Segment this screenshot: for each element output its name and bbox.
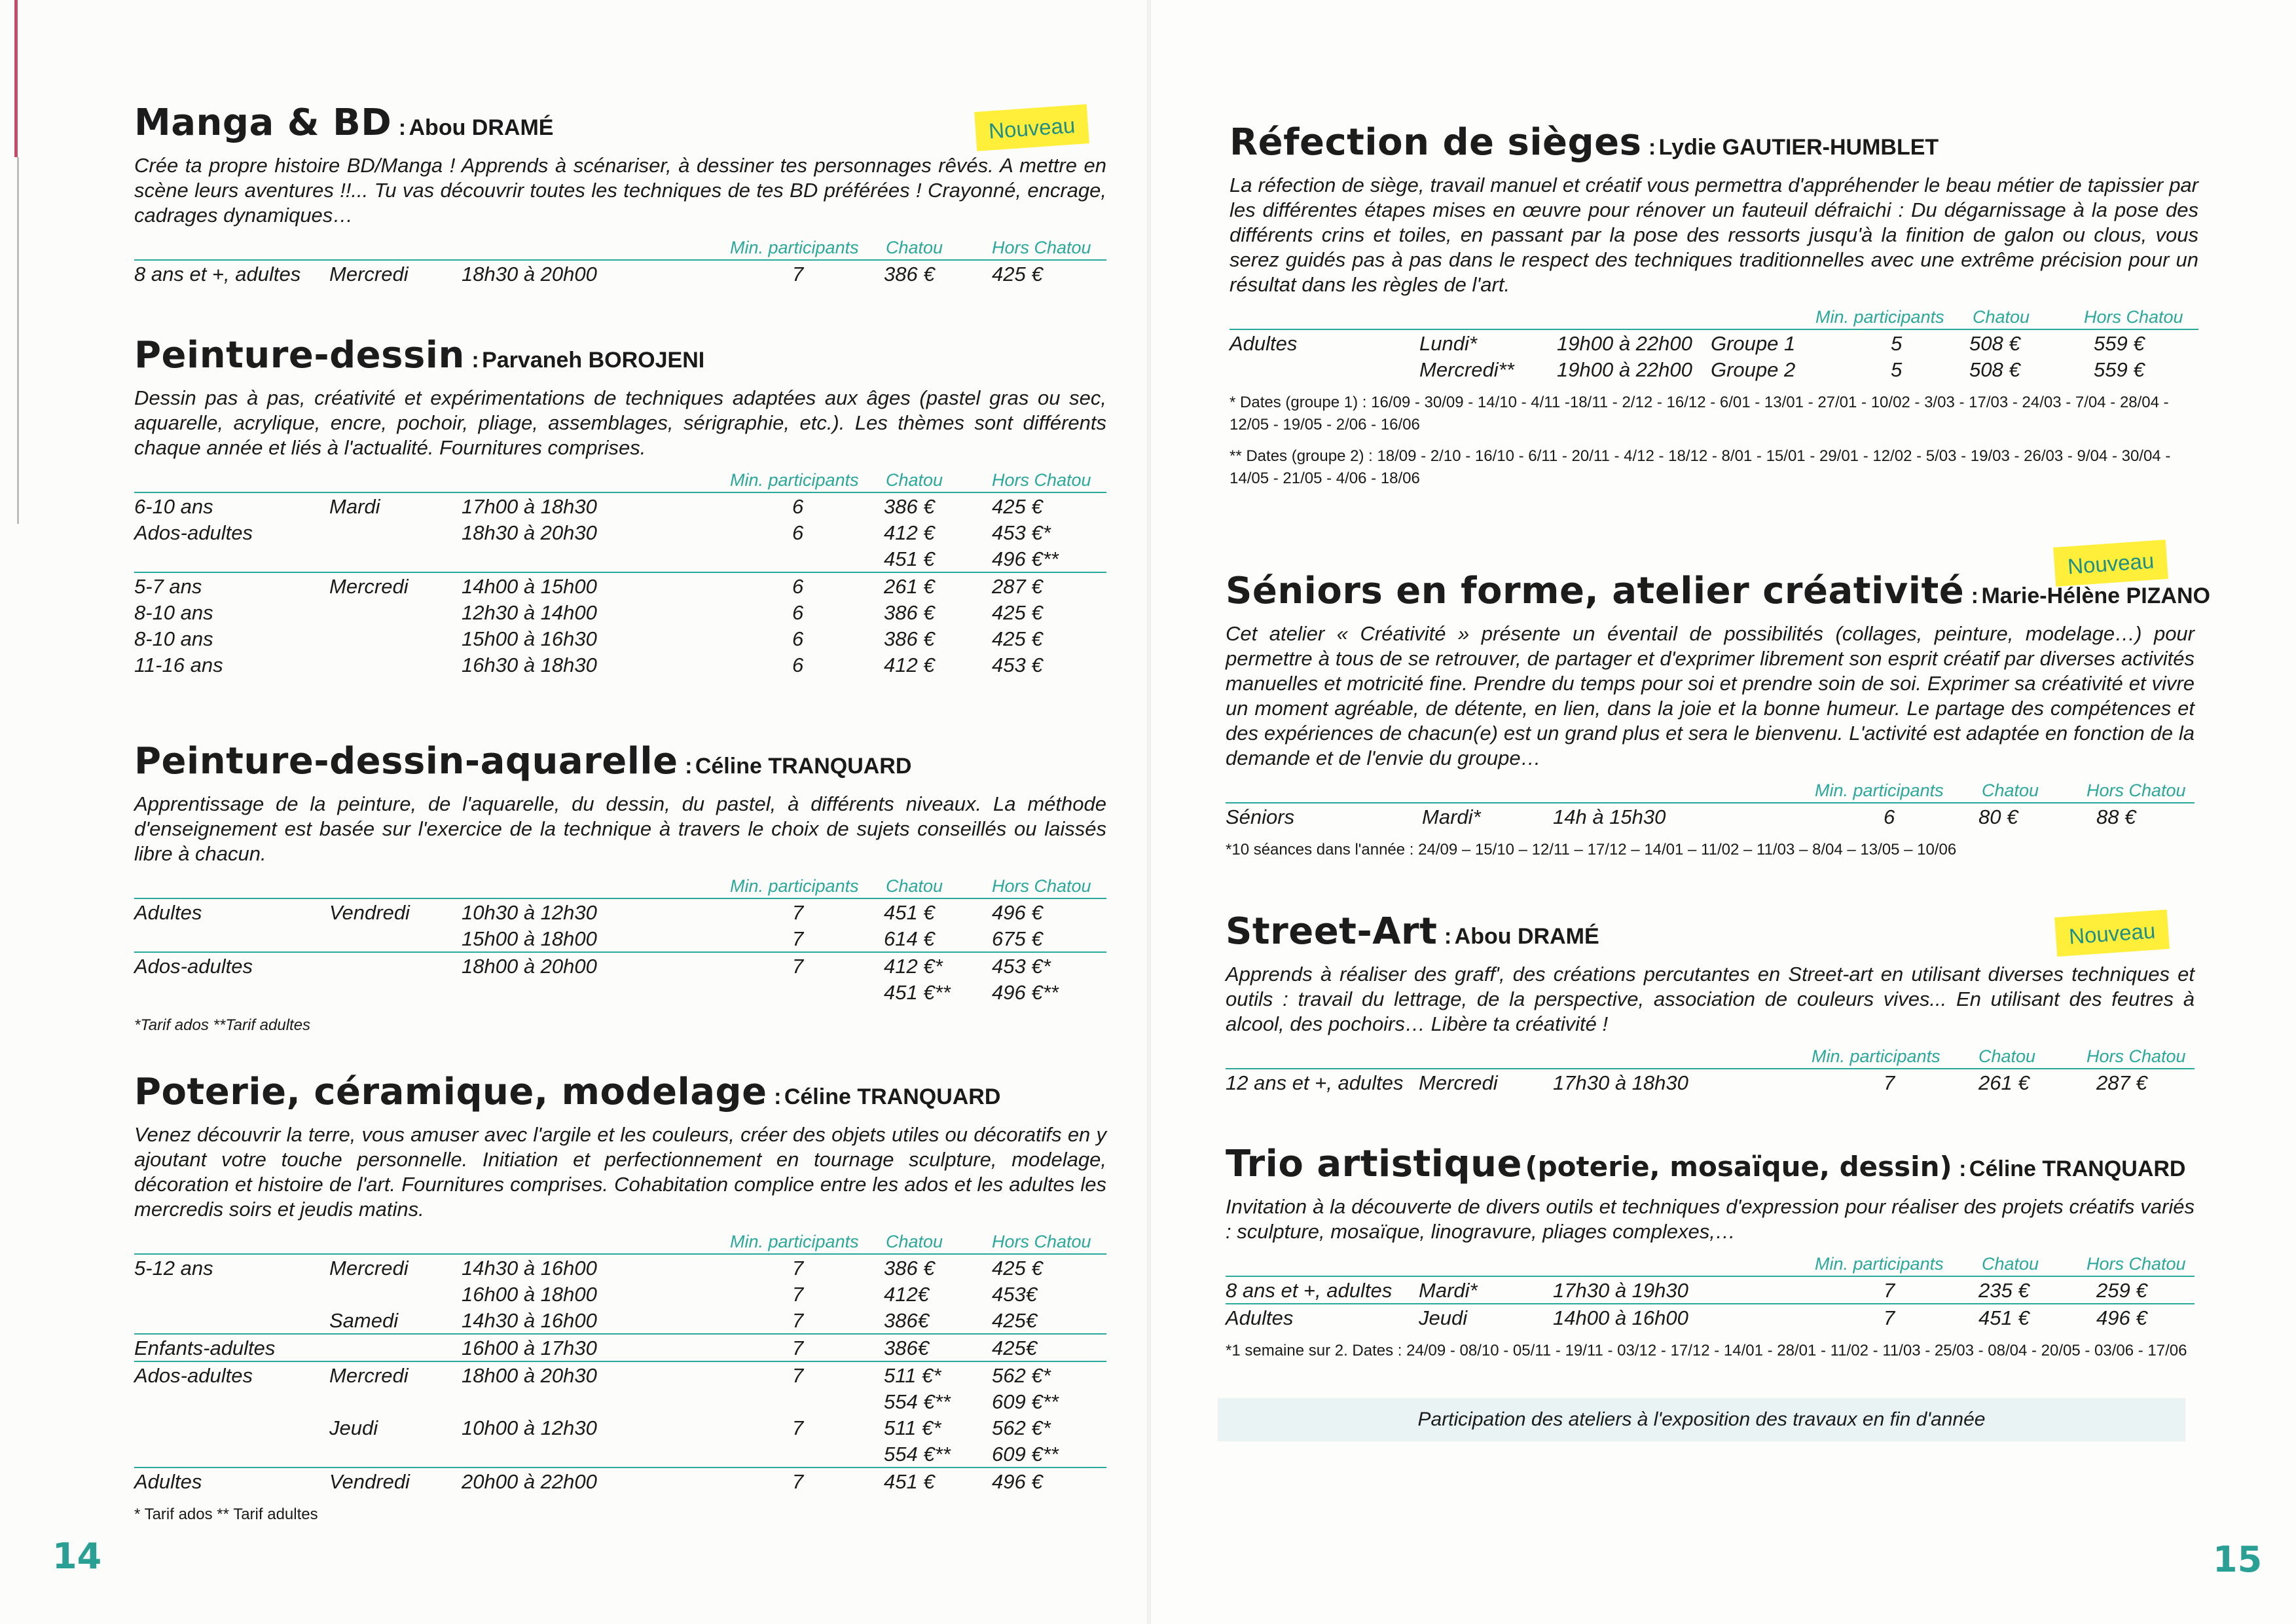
table-row bbox=[134, 951, 1106, 979]
schedule-header bbox=[134, 874, 1106, 899]
cell-time: 16h00 à 18h00 bbox=[462, 1283, 597, 1306]
cell-hors: 453 €* bbox=[992, 521, 1051, 544]
cell-day: Mardi* bbox=[1422, 805, 1481, 828]
cell-min: 6 bbox=[792, 601, 804, 624]
cell-hors: 559 € bbox=[2094, 358, 2145, 381]
nouveau-badge: Nouveau bbox=[974, 104, 1089, 151]
teacher-name: Marie-Hélène PIZANO bbox=[1981, 583, 2210, 608]
cell-group: Groupe 1 bbox=[1711, 332, 1796, 355]
schedule-table bbox=[1230, 305, 2198, 382]
section-manga bbox=[134, 101, 1106, 287]
cell-chatou: 554 €** bbox=[884, 1443, 951, 1466]
header-min: Min. participants bbox=[730, 470, 859, 490]
cell-day: Mercredi bbox=[329, 1257, 409, 1280]
cell-chatou: 451 € bbox=[1978, 1306, 2030, 1329]
cell-age: 11-16 ans bbox=[134, 654, 223, 676]
header-hors: Hors Chatou bbox=[2086, 1046, 2186, 1066]
cell-time: 15h00 à 16h30 bbox=[462, 627, 597, 650]
cell-day: Mercredi bbox=[329, 575, 409, 598]
course-description: Apprentissage de la peinture, de l'aquarelle, du dessin, du pastel, à différents niveaux. La méthode d'enseignement est basée sur l'exercice de la technique à travers le choix de sujets conseillés ou laissés libre à chacun. bbox=[134, 792, 1106, 865]
header-chatou: Chatou bbox=[1982, 1254, 2039, 1274]
cell-day: Vendredi bbox=[329, 1470, 410, 1493]
cell-time: 17h30 à 18h30 bbox=[1553, 1071, 1688, 1094]
cell-hors: 425€ bbox=[992, 1309, 1037, 1332]
course-subtitle: (poterie, mosaïque, dessin) bbox=[1525, 1151, 1952, 1183]
cell-chatou: 511 €* bbox=[884, 1416, 941, 1439]
cell-time: 16h00 à 17h30 bbox=[462, 1337, 597, 1359]
cell-age: Adultes bbox=[134, 1470, 202, 1493]
section-title bbox=[1226, 910, 2195, 953]
cell-chatou: 386€ bbox=[884, 1337, 929, 1359]
cell-chatou: 412 €* bbox=[884, 955, 943, 978]
table-row bbox=[134, 519, 1106, 545]
cell-day: Mercredi bbox=[329, 1364, 409, 1387]
table-row bbox=[134, 652, 1106, 678]
title-separator: : bbox=[1971, 583, 1978, 608]
teacher-name: Céline TRANQUARD bbox=[784, 1084, 1001, 1109]
cell-hors: 453€ bbox=[992, 1283, 1037, 1306]
page-edge-mark bbox=[14, 0, 18, 157]
title-separator: : bbox=[774, 1084, 782, 1109]
teacher-name: Abou DRAMÉ bbox=[409, 115, 554, 140]
header-chatou: Chatou bbox=[886, 470, 943, 490]
table-row bbox=[134, 925, 1106, 951]
cell-min: 7 bbox=[792, 1257, 804, 1280]
table-row bbox=[134, 1333, 1106, 1361]
schedule-table bbox=[1226, 1252, 2195, 1331]
cell-day: Samedi bbox=[329, 1309, 399, 1332]
cell-age: Adultes bbox=[1230, 332, 1298, 355]
cell-min: 7 bbox=[792, 1416, 804, 1439]
teacher-name: Lydie GAUTIER-HUMBLET bbox=[1658, 135, 1939, 160]
cell-time: 20h00 à 22h00 bbox=[462, 1470, 597, 1493]
cell-time: 12h30 à 14h00 bbox=[462, 601, 597, 624]
header-min: Min. participants bbox=[1815, 781, 1944, 800]
section-aquarelle bbox=[134, 740, 1106, 1037]
cell-hors: 559 € bbox=[2094, 332, 2145, 355]
cell-hors: 609 €** bbox=[992, 1443, 1059, 1466]
cell-time: 14h00 à 16h00 bbox=[1553, 1306, 1688, 1329]
cell-age: Séniors bbox=[1226, 805, 1295, 828]
cell-time: 18h00 à 20h30 bbox=[462, 1364, 597, 1387]
cell-hors: 496 €** bbox=[992, 981, 1059, 1004]
cell-min: 5 bbox=[1891, 332, 1903, 355]
teacher-name: Céline TRANQUARD bbox=[695, 754, 912, 779]
cell-chatou: 451 € bbox=[884, 547, 935, 570]
cell-min: 6 bbox=[792, 627, 804, 650]
cell-time: 10h30 à 12h30 bbox=[462, 901, 597, 924]
table-row bbox=[134, 979, 1106, 1005]
cell-min: 7 bbox=[1884, 1279, 1895, 1302]
schedule-table bbox=[1226, 1044, 2195, 1096]
table-row bbox=[134, 1441, 1106, 1467]
dates-note: *10 séances dans l'année : 24/09 – 15/10 – 12/11 – 17/12 – 14/01 – 11/02 – 11/03 – 8/04 – 13/05 – 10/06 bbox=[1226, 841, 1957, 858]
cell-chatou: 508 € bbox=[1969, 332, 2020, 355]
schedule-table bbox=[134, 874, 1106, 1005]
section-seniors bbox=[1226, 570, 2210, 861]
course-title: Manga & BD bbox=[134, 101, 392, 144]
cell-age: 8 ans et +, adultes bbox=[134, 263, 301, 286]
header-min: Min. participants bbox=[730, 876, 859, 896]
cell-age: Ados-adultes bbox=[134, 521, 253, 544]
table-row bbox=[134, 493, 1106, 519]
cell-min: 7 bbox=[1884, 1306, 1895, 1329]
section-title bbox=[134, 334, 1106, 377]
title-separator: : bbox=[1648, 135, 1656, 160]
cell-time: 14h à 15h30 bbox=[1553, 805, 1666, 828]
cell-chatou: 386 € bbox=[884, 263, 935, 286]
cell-chatou: 508 € bbox=[1969, 358, 2020, 381]
table-row bbox=[1226, 1069, 2195, 1096]
cell-age: 6-10 ans bbox=[134, 495, 213, 518]
tarif-note: *Tarif ados **Tarif adultes bbox=[134, 1016, 311, 1034]
teacher-name: Parvaneh BOROJENI bbox=[482, 348, 705, 373]
cell-hors: 425 € bbox=[992, 1257, 1043, 1280]
cell-day: Mercredi bbox=[1419, 1071, 1498, 1094]
cell-min: 7 bbox=[792, 1470, 804, 1493]
cell-min: 7 bbox=[792, 1364, 804, 1387]
cell-hors: 496 € bbox=[992, 1470, 1043, 1493]
cell-chatou: 412 € bbox=[884, 521, 935, 544]
header-chatou: Chatou bbox=[886, 876, 943, 896]
cell-age: 8 ans et +, adultes bbox=[1226, 1279, 1393, 1302]
page-number-right: 15 bbox=[2213, 1539, 2263, 1580]
dates-note-group-2: ** Dates (groupe 2) : 18/09 - 2/10 - 16/10 - 6/11 - 20/11 - 4/12 - 18/12 - 8/01 - 15/01 - 29/01 - 12/02 - 5/03 - 19/03 - 26/03 - 9/04 - 30/04 - 14/05 - 21/05 - 4/06 - 18/06 bbox=[1230, 447, 2171, 487]
table-row bbox=[134, 599, 1106, 625]
cell-min: 5 bbox=[1891, 358, 1903, 381]
cell-day: Mardi* bbox=[1419, 1279, 1478, 1302]
header-hors: Hors Chatou bbox=[2086, 781, 2186, 800]
teacher-name: Céline TRANQUARD bbox=[1969, 1156, 2186, 1181]
table-row bbox=[134, 1388, 1106, 1414]
schedule-header bbox=[1226, 779, 2195, 803]
cell-time: 17h30 à 19h30 bbox=[1553, 1279, 1688, 1302]
cell-chatou: 386 € bbox=[884, 601, 935, 624]
table-row bbox=[134, 1361, 1106, 1388]
header-hors: Hors Chatou bbox=[992, 876, 1091, 896]
cell-chatou: 451 € bbox=[884, 1470, 935, 1493]
table-row bbox=[1226, 1303, 2195, 1331]
cell-time: 18h00 à 20h00 bbox=[462, 955, 597, 978]
header-chatou: Chatou bbox=[886, 238, 943, 257]
cell-hors: 425 € bbox=[992, 263, 1043, 286]
cell-chatou: 261 € bbox=[1978, 1071, 2030, 1094]
cell-age: Ados-adultes bbox=[134, 955, 253, 978]
cell-min: 6 bbox=[792, 495, 804, 518]
section-title bbox=[1226, 1143, 2195, 1185]
cell-day: Lundi* bbox=[1419, 332, 1477, 355]
cell-group: Groupe 2 bbox=[1711, 358, 1796, 381]
section-trio-artistique bbox=[1226, 1143, 2195, 1362]
cell-hors: 425 € bbox=[992, 627, 1043, 650]
cell-hors: 425 € bbox=[992, 601, 1043, 624]
header-min: Min. participants bbox=[1815, 1254, 1944, 1274]
cell-time: 10h00 à 12h30 bbox=[462, 1416, 597, 1439]
cell-time: 18h30 à 20h30 bbox=[462, 521, 597, 544]
cell-hors: 453 €* bbox=[992, 955, 1051, 978]
cell-age: Ados-adultes bbox=[134, 1364, 253, 1387]
nouveau-badge: Nouveau bbox=[2054, 910, 2170, 957]
cell-chatou: 451 €** bbox=[884, 981, 951, 1004]
title-separator: : bbox=[1959, 1156, 1967, 1181]
book-spine bbox=[1147, 0, 1151, 1624]
section-street-art bbox=[1226, 910, 2195, 1096]
exhibition-footer: Participation des ateliers à l'exposition des travaux en fin d'année bbox=[1218, 1398, 2185, 1441]
cell-time: 14h30 à 16h00 bbox=[462, 1257, 597, 1280]
header-min: Min. participants bbox=[1815, 307, 1944, 327]
course-title: Trio artistique bbox=[1226, 1143, 1522, 1185]
table-row bbox=[134, 545, 1106, 572]
cell-time: 17h00 à 18h30 bbox=[462, 495, 597, 518]
table-row bbox=[1226, 803, 2195, 830]
cell-chatou: 451 € bbox=[884, 901, 935, 924]
cell-time: 16h30 à 18h30 bbox=[462, 654, 597, 676]
section-title bbox=[1230, 121, 2198, 164]
cell-day: Mercredi** bbox=[1419, 358, 1514, 381]
title-separator: : bbox=[1444, 924, 1452, 949]
header-min: Min. participants bbox=[730, 1232, 859, 1251]
cell-time: 14h00 à 15h00 bbox=[462, 575, 597, 598]
cell-chatou: 80 € bbox=[1978, 805, 2018, 828]
cell-min: 7 bbox=[792, 927, 804, 950]
section-title bbox=[134, 1071, 1106, 1113]
course-title: Peinture-dessin bbox=[134, 334, 465, 377]
title-separator: : bbox=[398, 115, 407, 140]
nouveau-badge: Nouveau bbox=[2053, 540, 2168, 587]
cell-min: 6 bbox=[792, 521, 804, 544]
title-separator: : bbox=[685, 754, 693, 779]
table-row bbox=[134, 261, 1106, 287]
course-title: Séniors en forme, atelier créativité bbox=[1226, 570, 1965, 612]
schedule-table bbox=[134, 468, 1106, 678]
cell-hors: 287 € bbox=[2096, 1071, 2147, 1094]
section-title bbox=[134, 740, 1106, 783]
schedule-header bbox=[134, 236, 1106, 261]
cell-min: 7 bbox=[792, 1309, 804, 1332]
header-hors: Hors Chatou bbox=[992, 238, 1091, 257]
cell-hors: 562 €* bbox=[992, 1416, 1051, 1439]
cell-age: 8-10 ans bbox=[134, 627, 213, 650]
cell-day: Mardi bbox=[329, 495, 380, 518]
cell-min: 7 bbox=[792, 263, 804, 286]
section-poterie bbox=[134, 1071, 1106, 1526]
cell-min: 6 bbox=[792, 654, 804, 676]
cell-min: 6 bbox=[792, 575, 804, 598]
cell-chatou: 412 € bbox=[884, 654, 935, 676]
cell-hors: 425€ bbox=[992, 1337, 1037, 1359]
cell-time: 19h00 à 22h00 bbox=[1557, 358, 1692, 381]
course-description: Crée ta propre histoire BD/Manga ! Apprends à scénariser, à dessiner tes personnages rêvés. A mettre en scène leurs aventures !!... Tu vas découvrir toutes les techniques de tes BD préférées ! Crayonné, encrage, cadrages dynamiques… bbox=[134, 154, 1106, 227]
cell-age: 8-10 ans bbox=[134, 601, 213, 624]
header-hors: Hors Chatou bbox=[992, 1232, 1091, 1251]
cell-age: Adultes bbox=[1226, 1306, 1294, 1329]
cell-age: 5-12 ans bbox=[134, 1257, 213, 1280]
schedule-header bbox=[134, 468, 1106, 493]
header-chatou: Chatou bbox=[886, 1232, 943, 1251]
cell-hors: 259 € bbox=[2096, 1279, 2147, 1302]
cell-min: 7 bbox=[1884, 1071, 1895, 1094]
schedule-table bbox=[134, 236, 1106, 287]
schedule-header bbox=[1230, 305, 2198, 330]
course-description: Cet atelier « Créativité » présente un éventail de possibilités (collages, peinture, modelage…) pour permettre à tous de se retrouver, de partager et d'exprimer librement son esprit créatif par diverses activités manuelles et motricité fine. Prendre du temps pour soi et prendre soin de soi. Exprimer sa créativité et vivre un moment agréable, de détente, en lien, dans la joie et la bonne humeur. Le partage des compétences et des expériences de chacun(e) est un grand plus et sera le bienvenu. L'activité est adaptée en fonction de la demande et de l'envie du groupe… bbox=[1226, 622, 2195, 769]
cell-chatou: 511 €* bbox=[884, 1364, 941, 1387]
table-row bbox=[1230, 356, 2198, 382]
header-chatou: Chatou bbox=[1978, 1046, 2036, 1066]
table-row bbox=[134, 1255, 1106, 1281]
title-separator: : bbox=[471, 348, 479, 373]
header-hors: Hors Chatou bbox=[2086, 1254, 2186, 1274]
cell-hors: 609 €** bbox=[992, 1390, 1059, 1413]
schedule-header bbox=[1226, 1044, 2195, 1069]
table-row bbox=[134, 1281, 1106, 1307]
schedule-table bbox=[134, 1230, 1106, 1494]
section-title bbox=[1226, 570, 2210, 612]
cell-min: 7 bbox=[792, 901, 804, 924]
cell-min: 7 bbox=[792, 1283, 804, 1306]
cell-hors: 496 € bbox=[992, 901, 1043, 924]
schedule-header bbox=[1226, 1252, 2195, 1277]
table-row bbox=[134, 625, 1106, 652]
schedule-table bbox=[1226, 779, 2195, 830]
header-hors: Hors Chatou bbox=[992, 470, 1091, 490]
cell-time: 18h30 à 20h00 bbox=[462, 263, 597, 286]
table-row bbox=[1226, 1277, 2195, 1303]
cell-chatou: 386 € bbox=[884, 1257, 935, 1280]
section-peinture-dessin bbox=[134, 334, 1106, 678]
cell-chatou: 235 € bbox=[1978, 1279, 2030, 1302]
cell-hors: 496 € bbox=[2096, 1306, 2147, 1329]
cell-chatou: 261 € bbox=[884, 575, 935, 598]
course-description: Apprends à réaliser des graff', des créations percutantes en Street-art en utilisant diverses techniques et outils : travail du lettrage, de la perspective, association de couleurs vives... En utilisant des feutres à alcool, des pochoirs… Libère ta créativité ! bbox=[1226, 963, 2195, 1035]
cell-time: 19h00 à 22h00 bbox=[1557, 332, 1692, 355]
cell-chatou: 386 € bbox=[884, 627, 935, 650]
course-description: Invitation à la découverte de divers outils et techniques d'expression pour réaliser des projets créatifs variés : sculpture, mosaïque, linogravure, pliages complexes,… bbox=[1226, 1195, 2195, 1243]
cell-hors: 675 € bbox=[992, 927, 1043, 950]
cell-chatou: 386€ bbox=[884, 1309, 929, 1332]
page-edge-shadow bbox=[17, 157, 19, 524]
schedule-header bbox=[134, 1230, 1106, 1255]
cell-min: 7 bbox=[792, 955, 804, 978]
course-title: Réfection de sièges bbox=[1230, 121, 1642, 164]
header-min: Min. participants bbox=[1812, 1046, 1941, 1066]
course-description: La réfection de siège, travail manuel et créatif vous permettra d'appréhender le beau métier de tapissier par les différentes étapes mises en œuvre pour rénover un fauteuil défraichi : Du dégarnissage à la pose des différents crins et toiles, en passant par la pose des ressorts jusqu'à la finition de galon ou clous, vous serez guidés pas à pas dans le respect des techniques traditionnelles avec une extrême précision pour un résultat dans les règles de l'art. bbox=[1230, 174, 2198, 296]
cell-age: Adultes bbox=[134, 901, 202, 924]
tarif-note: * Tarif ados ** Tarif adultes bbox=[134, 1505, 318, 1523]
cell-day: Mercredi bbox=[329, 263, 409, 286]
cell-age: 5-7 ans bbox=[134, 575, 202, 598]
section-title bbox=[134, 101, 1106, 144]
table-row bbox=[134, 572, 1106, 599]
dates-note-group-1: * Dates (groupe 1) : 16/09 - 30/09 - 14/10 - 4/11 -18/11 - 2/12 - 16/12 - 6/01 - 13/01 - 27/01 - 10/02 - 3/03 - 17/03 - 24/03 - 7/04 - 28/04 - 12/05 - 19/05 - 2/06 - 16/06 bbox=[1230, 394, 2169, 434]
cell-age: 12 ans et +, adultes bbox=[1226, 1071, 1404, 1094]
cell-day: Jeudi bbox=[1419, 1306, 1468, 1329]
cell-chatou: 554 €** bbox=[884, 1390, 951, 1413]
cell-time: 15h00 à 18h00 bbox=[462, 927, 597, 950]
table-row bbox=[134, 1467, 1106, 1494]
dates-note: *1 semaine sur 2. Dates : 24/09 - 08/10 - 05/11 - 19/11 - 03/12 - 17/12 - 14/01 - 28/01 - 11/02 - 11/03 - 25/03 - 08/04 - 20/05 - 03/06 - 17/06 bbox=[1226, 1342, 2187, 1359]
table-row bbox=[134, 1307, 1106, 1333]
header-chatou: Chatou bbox=[1973, 307, 2030, 327]
table-row bbox=[134, 899, 1106, 925]
section-refection-sieges bbox=[1230, 121, 2198, 490]
cell-hors: 496 €** bbox=[992, 547, 1059, 570]
header-min: Min. participants bbox=[730, 238, 859, 257]
table-row bbox=[1230, 330, 2198, 356]
cell-min: 6 bbox=[1884, 805, 1895, 828]
cell-day: Vendredi bbox=[329, 901, 410, 924]
header-chatou: Chatou bbox=[1982, 781, 2039, 800]
course-description: Dessin pas à pas, créativité et expérimentations de techniques adaptées aux âges (pastel gras ou sec, aquarelle, acrylique, encre, pochoir, pliage, assemblages, sérigraphie, etc.). Les thèmes sont différents chaque année et liés à l'actualité. Fournitures comprises. bbox=[134, 386, 1106, 459]
teacher-name: Abou DRAMÉ bbox=[1454, 924, 1599, 949]
course-description: Venez découvrir la terre, vous amuser avec l'argile et les couleurs, créer des objets utiles ou décoratifs en y ajoutant votre touche personnelle. Initiation et perfectionnement en tournage sculpture, modelage, décoration et histoire de l'art. Fournitures comprises. Cohabitation complice entre les ados et les adultes les mercredis soirs et jeudis matins. bbox=[134, 1123, 1106, 1221]
header-hors: Hors Chatou bbox=[2084, 307, 2183, 327]
course-title: Poterie, céramique, modelage bbox=[134, 1071, 767, 1113]
cell-hors: 453 € bbox=[992, 654, 1043, 676]
cell-min: 7 bbox=[792, 1337, 804, 1359]
cell-day: Jeudi bbox=[329, 1416, 378, 1439]
cell-chatou: 614 € bbox=[884, 927, 935, 950]
cell-time: 14h30 à 16h00 bbox=[462, 1309, 597, 1332]
cell-chatou: 386 € bbox=[884, 495, 935, 518]
cell-hors: 88 € bbox=[2096, 805, 2136, 828]
cell-age: Enfants-adultes bbox=[134, 1337, 276, 1359]
cell-hors: 425 € bbox=[992, 495, 1043, 518]
cell-hors: 287 € bbox=[992, 575, 1043, 598]
page-number-left: 14 bbox=[52, 1536, 102, 1577]
course-title: Street-Art bbox=[1226, 910, 1438, 953]
cell-chatou: 412€ bbox=[884, 1283, 929, 1306]
table-row bbox=[134, 1414, 1106, 1441]
cell-hors: 562 €* bbox=[992, 1364, 1051, 1387]
course-title: Peinture-dessin-aquarelle bbox=[134, 740, 678, 783]
